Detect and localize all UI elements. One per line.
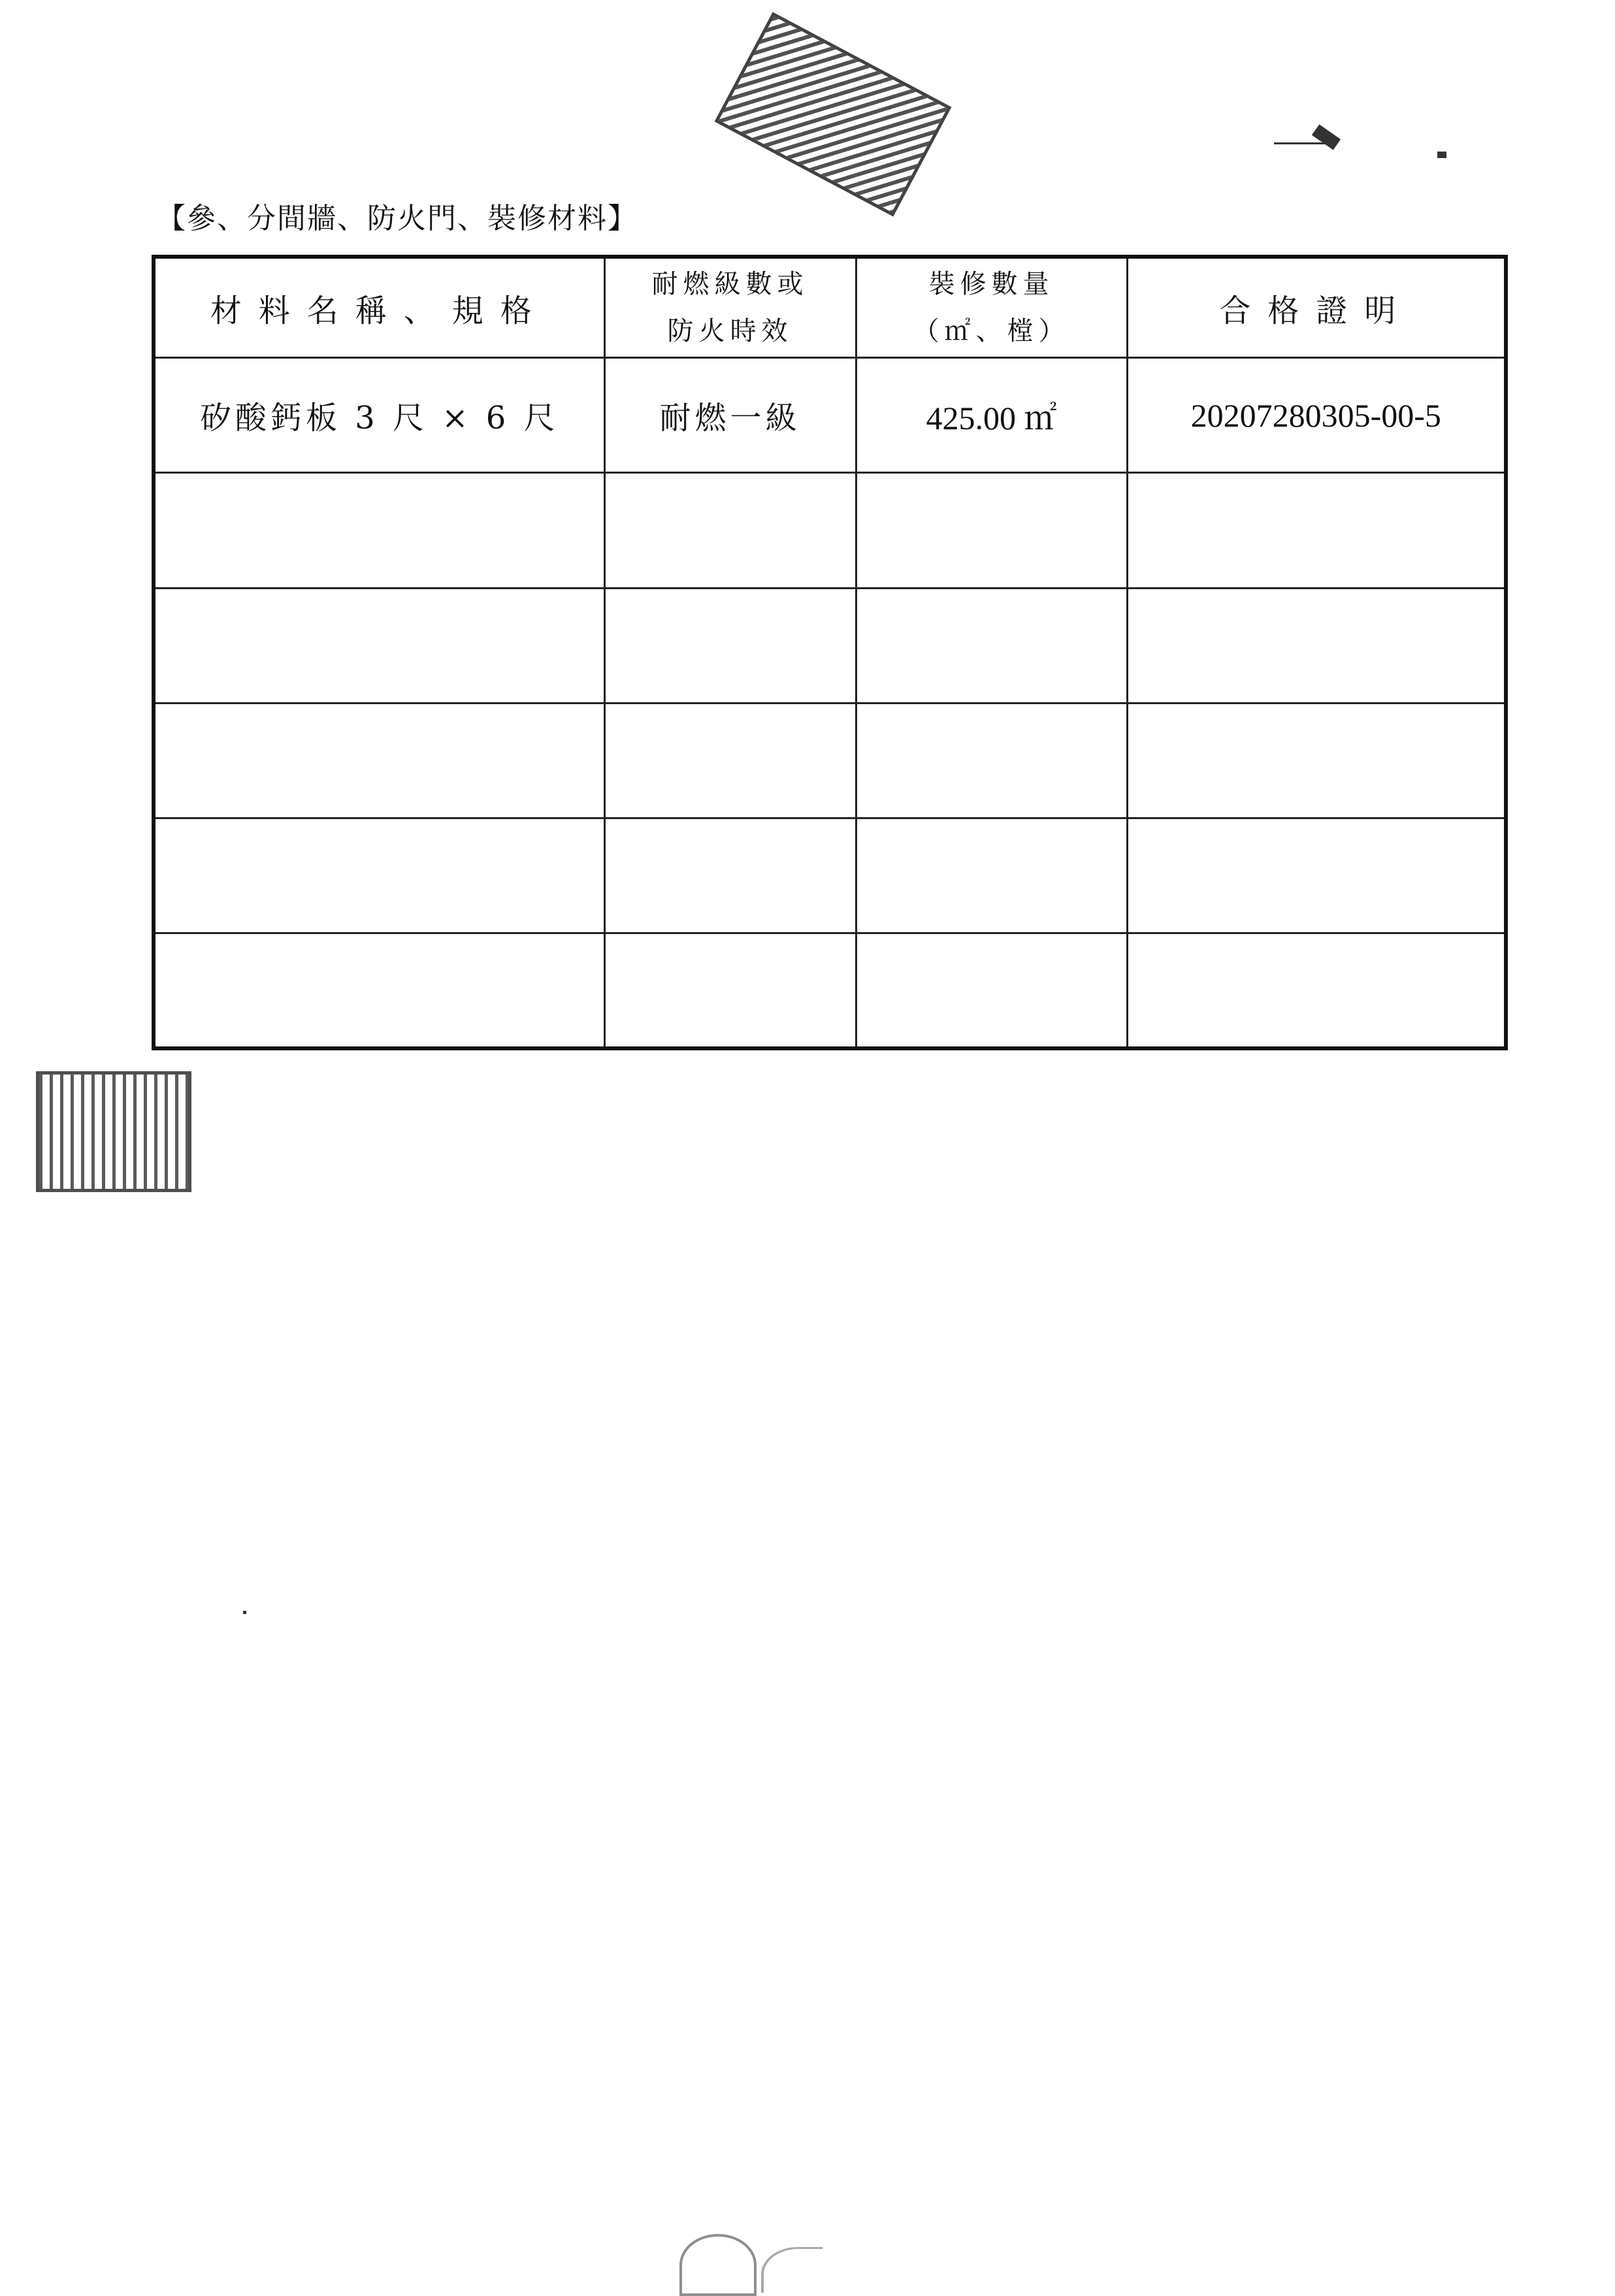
cell-fire-rating (604, 588, 856, 703)
cell-quantity (856, 588, 1127, 703)
table-row (154, 933, 1506, 1048)
header-material: 材料名稱、規格 (154, 257, 604, 358)
cell-quantity (856, 703, 1127, 818)
scan-speck (1437, 152, 1446, 158)
cell-certificate: 20207280305-00-5 (1127, 358, 1506, 473)
official-seal-stamp (715, 12, 952, 216)
table-row (154, 588, 1506, 703)
bottom-seal-mark (761, 2247, 823, 2293)
bottom-seal-mark (679, 2234, 757, 2296)
cell-fire-rating (604, 473, 856, 588)
cell-quantity (856, 473, 1127, 588)
scan-speck (243, 1611, 246, 1614)
table-row (154, 703, 1506, 818)
scan-speck (1312, 124, 1341, 150)
table-row (154, 473, 1506, 588)
header-certificate: 合格證明 (1127, 257, 1506, 358)
header-quantity-line2: （㎡、樘） (913, 316, 1070, 346)
cell-fire-rating: 耐燃一級 (604, 358, 856, 473)
cell-fire-rating (604, 703, 856, 818)
cell-quantity: 425.00 ㎡ (856, 358, 1127, 473)
scan-speck (1274, 142, 1326, 144)
cell-material: 矽酸鈣板 3 尺 × 6 尺 (154, 358, 604, 473)
cell-quantity (856, 818, 1127, 933)
cell-fire-rating (604, 818, 856, 933)
section-title: 【參、分間牆、防火門、裝修材料】 (157, 202, 638, 235)
cell-certificate (1127, 818, 1506, 933)
materials-table (152, 255, 1508, 1050)
header-fire-rating-line2: 防火時效 (667, 316, 793, 346)
cell-material (154, 818, 604, 933)
cell-material (154, 933, 604, 1048)
cell-material (154, 473, 604, 588)
header-quantity (856, 257, 1127, 358)
header-fire-rating-line1: 耐燃級數或 (651, 269, 809, 299)
header-quantity-line1: 裝修數量 (928, 269, 1054, 299)
table-row (154, 358, 1506, 473)
cell-certificate (1127, 473, 1506, 588)
cell-fire-rating (604, 933, 856, 1048)
cell-quantity (856, 933, 1127, 1048)
cell-material (154, 703, 604, 818)
cell-certificate (1127, 933, 1506, 1048)
cell-material (154, 588, 604, 703)
table-row (154, 818, 1506, 933)
table-header-row (154, 257, 1506, 358)
architect-seal-stamp (36, 1071, 191, 1192)
cell-certificate (1127, 588, 1506, 703)
header-fire-rating (604, 257, 856, 358)
cell-certificate (1127, 703, 1506, 818)
